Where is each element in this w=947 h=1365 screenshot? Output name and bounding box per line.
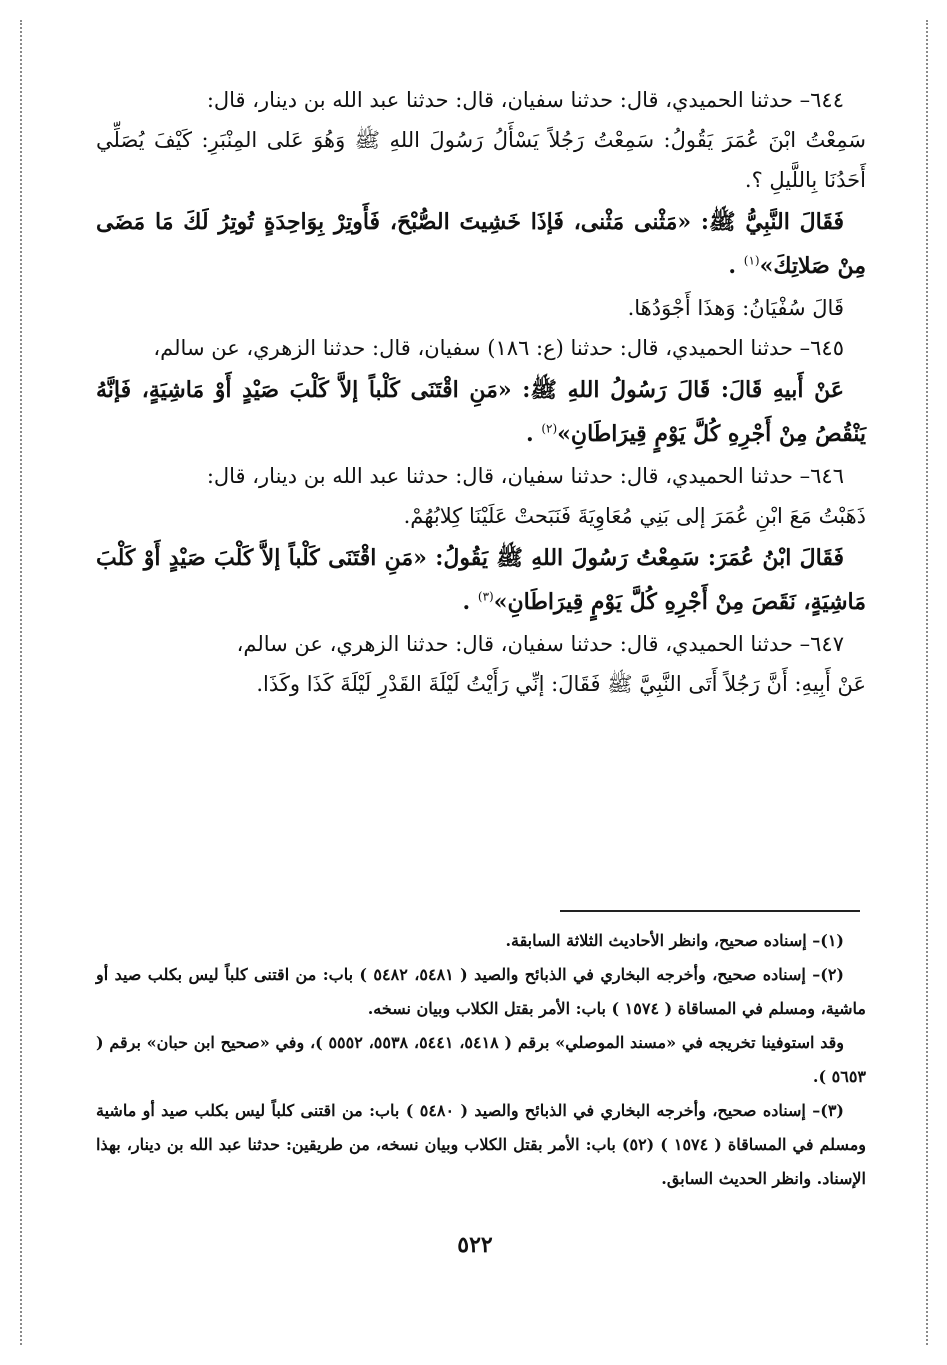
footnote-3: (٣)– إسناده صحيح، وأخرجه البخاري في الذبائح والصيد ( ٥٤٨٠ ) باب: من اقتنى كلباً ليس بكلب صيد أو ماشية ومسلم في المساقاة ( ١٥٧٤ ) (٥٢) باب: الأمر بقتل الكلاب وبيان نسخه، من طريقين: حدثنا عبد الله بن دينار، بهذا الإسناد. وانظر الحديث السابق.: [96, 1101, 867, 1188]
hadith-645-isnad: ٦٤٥– حدثنا الحميدي، قال: حدثنا (ع: ١٨٦) سفيان، قال: حدثنا الزهري، عن سالم،: [153, 336, 844, 360]
footnote-ref-1: (١): [743, 253, 760, 268]
hadith-647-text: عَنْ أَبِيهِ: أَنَّ رَجُلاً أَتَى النَّبِيَّ ﷺ فَقَالَ: إنِّي رَأَيْتُ لَيْلَةَ القَدْرِ لَيْلَةَ كَذَا وكَذَا.: [256, 672, 866, 696]
hadith-645-matn: [96, 368, 866, 456]
hadith-646-text: ذَهَبْتُ مَعَ ابْنِ عُمَرَ إلى بَنِي مُعَاوِيَةَ فَنَبَحتْ عَلَيْنَا كِلابُهُمْ.: [403, 504, 866, 528]
hadith-646-end: .: [462, 589, 478, 615]
footnotes: [96, 924, 866, 1196]
hadith-644-isnad: ٦٤٤– حدثنا الحميدي، قال: حدثنا سفيان، قال: حدثنا عبد الله بن دينار، قال:: [206, 88, 844, 112]
hadith-644-matn: [96, 200, 866, 288]
footnote-separator: [560, 910, 860, 912]
hadith-644-quote: فَقَالَ النَّبِيُّ ﷺ: «مَثْنى مَثْنى، فَإذَا خَشِيتَ الصُّبْحَ، فَأَوتِرْ بِوَاحِدَةٍ تُوتِرُ لَكَ مَا مَضَى مِنْ صَلاتِكَ»: [96, 209, 866, 279]
hadith-646-isnad: ٦٤٦– حدثنا الحميدي، قال: حدثنا سفيان، قال: حدثنا عبد الله بن دينار، قال:: [206, 464, 844, 488]
footnote-2-continued: وقد استوفينا تخريجه في «مسند الموصلي» برقم ( ٥٤١٨، ٥٤٤١، ٥٥٣٨، ٥٥٥٢ )، وفي «صحيح ابن حبان» برقم ( ٥٦٥٣ ).: [96, 1033, 866, 1086]
footnote-ref-3: (٣): [477, 589, 494, 604]
page-number: ٥٢٢: [457, 1232, 493, 1258]
hadith-644-text: سَمِعْتُ ابْنَ عُمَرَ يَقُولُ: سَمِعْتُ رَجُلاً يَسْأَلُ رَسُولَ اللهِ ﷺ وَهُوَ عَلى المِنْبَرِ: كَيْفَ يُصَلِّي أَحَدُنَا بِاللَّيلِ ؟.: [96, 128, 866, 192]
left-dotted-margin: [20, 20, 22, 1345]
footnote-2: (٢)– إسناده صحيح، وأخرجه البخاري في الذبائح والصيد ( ٥٤٨١، ٥٤٨٢ ) باب: من اقتنى كلباً ليس بكلب صيد أو ماشية، ومسلم في المساقاة ( ١٥٧٤ ) باب: الأمر بقتل الكلاب وبيان نسخه.: [96, 965, 866, 1018]
hadith-646-matn: [96, 536, 866, 624]
hadith-646-quote: فَقَالَ ابْنُ عُمَرَ: سَمِعْتُ رَسُولَ اللهِ ﷺ يَقُولُ: «مَنِ اقْتَنَى كَلْباً إلاَّ كَلْبَ صَيْدٍ أَوْ كَلْبَ مَاشِيَةٍ، نَقَصَ مِنْ أَجْرِهِ كُلَّ يَوْمٍ قِيرَاطَانِ»: [96, 545, 866, 615]
sufyan-comment: قَالَ سُفْيَانُ: وَهذَا أَجْوَدُهَا.: [627, 296, 844, 320]
footnote-1: (١)– إسناده صحيح، وانظر الأحاديث الثلاثة السابقة.: [505, 931, 844, 950]
right-dotted-margin: [926, 20, 928, 1345]
footnote-ref-2: (٢): [541, 421, 558, 436]
hadith-644-end: .: [728, 253, 744, 279]
hadith-645-quote: عَنْ أَبيهِ قَالَ: قَالَ رَسُولُ اللهِ ﷺ: «مَنِ اقْتَنَى كَلْباً إلاَّ كَلْبَ صَيْدٍ أَوْ مَاشِيَةٍ، فَإنَّهُ يَنْقُصُ مِنْ أَجْرِهِ كُلَّ يَوْمٍ قِيرَاطَانِ»: [96, 377, 866, 447]
hadith-647-isnad: ٦٤٧– حدثنا الحميدي، قال: حدثنا سفيان، قال: حدثنا الزهري، عن سالم،: [236, 632, 844, 656]
hadith-645-end: .: [526, 421, 542, 447]
main-text: [96, 80, 866, 704]
